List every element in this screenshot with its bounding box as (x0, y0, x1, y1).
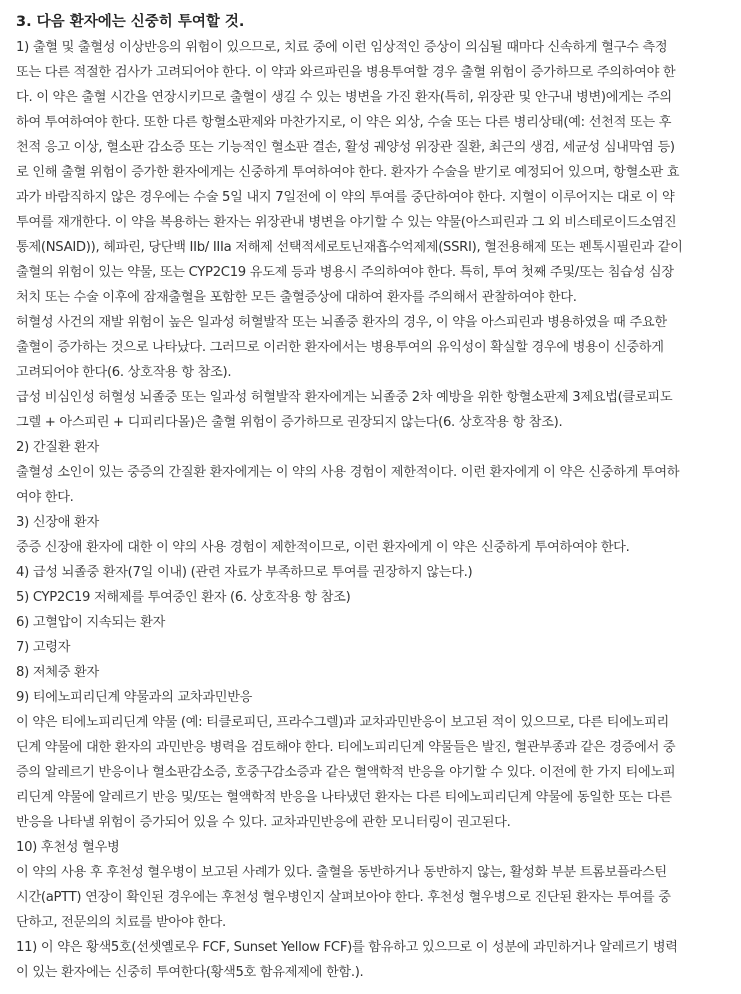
text-line: 7) 고령자 (16, 640, 71, 655)
text-line: 출혈이 증가하는 것으로 나타났다. 그러므로 이러한 환자에서는 병용투여의 유익성이 확실할 경우에 병용이 신중하게 (16, 340, 664, 355)
text-line: 투여를 재개한다. 이 약을 복용하는 환자는 위장관내 병변을 야기할 수 있는 약물(아스피린과 그 외 비스테로이드소염진 (16, 215, 677, 230)
text-line: 천적 응고 이상, 혈소판 감소증 또는 기능적인 혈소판 결손, 활성 궤양성 위장관 질환, 최근의 생검, 세균성 심내막염 등) (16, 140, 675, 155)
section-heading: 3. 다음 환자에는 신중히 투여할 것. (16, 14, 245, 30)
text-line: 허혈성 사건의 재발 위험이 높은 일과성 허혈발작 또는 뇌졸중 환자의 경우, 이 약을 아스피린과 병용하였을 때 주요한 (16, 315, 667, 330)
text-line: 출혈성 소인이 있는 중증의 간질환 환자에게는 이 약의 사용 경험이 제한적이다. 이런 환자에게 이 약은 신중하게 투여하 (16, 465, 680, 480)
text-line: 반응을 나타낼 위험이 증가되어 있을 수 있다. 교차과민반응에 관한 모니터링이 권고된다. (16, 815, 511, 830)
text-line: 이 약은 티에노피리딘계 약물 (예: 티클로피딘, 프라수그렐)과 교차과민반응이 보고된 적이 있으므로, 다른 티에노피리 (16, 715, 669, 730)
text-line: 통제(NSAID)), 헤파린, 당단백 IIb/ IIIa 저해제 선택적세로토닌재흡수억제제(SSRI), 혈전용해제 또는 펜톡시필린과 같이 (16, 240, 683, 255)
text-line: 급성 비심인성 허혈성 뇌졸중 또는 일과성 허혈발작 환자에게는 뇌졸중 2차 예방을 위한 항혈소판제 3제요법(클로피도 (16, 390, 673, 405)
section-body (16, 35, 741, 985)
text-line: 출혈의 위험이 있는 약물, 또는 CYP2C19 유도제 등과 병용시 주의하여야 한다. 특히, 투여 첫째 주및/또는 침습성 심장 (16, 265, 674, 280)
text-line: 딘계 약물에 대한 환자의 과민반응 병력을 검토해야 한다. 티에노피리딘계 약물들은 발진, 혈관부종과 같은 경증에서 중 (16, 740, 676, 755)
text-line: 9) 티에노피리딘계 약물과의 교차과민반응 (16, 690, 253, 705)
text-line: 하여 투여하여야 한다. 또한 다른 항혈소판제와 마찬가지로, 이 약은 외상, 수술 또는 다른 병리상태(예: 선천적 또는 후 (16, 115, 672, 130)
text-line: 10) 후천성 혈우병 (16, 840, 120, 855)
text-line: 단하고, 전문의의 치료를 받아야 한다. (16, 915, 226, 930)
text-line: 다. 이 약은 출혈 시간을 연장시키므로 출혈이 생길 수 있는 병변을 가진 환자(특히, 위장관 및 안구내 병변)에게는 주의 (16, 90, 672, 105)
text-line: 8) 저체중 환자 (16, 665, 99, 680)
text-line: 5) CYP2C19 저해제를 투여중인 환자 (6. 상호작용 항 참조) (16, 590, 351, 605)
text-line: 그렐 + 아스피린 + 디피리다몰)은 출혈 위험이 증가하므로 권장되지 않는다(6. 상호작용 항 참조). (16, 415, 563, 430)
text-line: 또는 다른 적절한 검사가 고려되어야 한다. 이 약과 와르파린을 병용투여할 경우 출혈 위험이 증가하므로 주의하여야 한 (16, 65, 676, 80)
text-line: 증의 알레르기 반응이나 혈소판감소증, 호중구감소증과 같은 혈액학적 반응을 야기할 수 있다. 이전에 한 가지 티에노피 (16, 765, 676, 780)
text-line: 시간(aPTT) 연장이 확인된 경우에는 후천성 혈우병인지 살펴보아야 한다. 후천성 혈우병으로 진단된 환자는 투여를 중 (16, 890, 671, 905)
text-line: 6) 고혈압이 지속되는 환자 (16, 615, 166, 630)
text-line: 여야 한다. (16, 490, 74, 505)
text-line: 이 약의 사용 후 후천성 혈우병이 보고된 사례가 있다. 출혈을 동반하거나 동반하지 않는, 활성화 부분 트롬보플라스틴 (16, 865, 667, 880)
text-line: 2) 간질환 환자 (16, 440, 99, 455)
text-line: 처치 또는 수술 이후에 잠재출혈을 포함한 모든 출혈증상에 대하여 환자를 주의해서 관찰하여야 한다. (16, 290, 577, 305)
text-line: 3) 신장애 환자 (16, 515, 99, 530)
text-line: 4) 급성 뇌졸중 환자(7일 이내) (관련 자료가 부족하므로 투여를 권장하지 않는다.) (16, 565, 473, 580)
text-line: 고려되어야 한다(6. 상호작용 항 참조). (16, 365, 232, 380)
text-line: 과가 바람직하지 않은 경우에는 수술 5일 내지 7일전에 이 약의 투여를 중단하여야 한다. 지혈이 이루어지는 대로 이 약 (16, 190, 675, 205)
text-line: 이 있는 환자에는 신중히 투여한다(황색5호 함유제제에 한함.). (16, 965, 364, 980)
text-line: 로 인해 출혈 위험이 증가한 환자에게는 신중하게 투여하여야 한다. 환자가 수술을 받기로 예정되어 있으며, 항혈소판 효 (16, 165, 680, 180)
text-line: 1) 출혈 및 출혈성 이상반응의 위험이 있으므로, 치료 중에 이런 임상적인 증상이 의심될 때마다 신속하게 혈구수 측정 (16, 40, 668, 55)
text-line: 리딘계 약물에 알레르기 반응 및/또는 혈액학적 반응을 나타냈던 환자는 다른 티에노피리딘계 약물에 동일한 또는 다른 (16, 790, 672, 805)
text-line: 중증 신장애 환자에 대한 이 약의 사용 경험이 제한적이므로, 이런 환자에게 이 약은 신중하게 투여하여야 한다. (16, 540, 630, 555)
text-line: 11) 이 약은 황색5호(선셋옐로우 FCF, Sunset Yellow FCF)를 함유하고 있으므로 이 성분에 과민하거나 알레르기 병력 (16, 940, 678, 955)
